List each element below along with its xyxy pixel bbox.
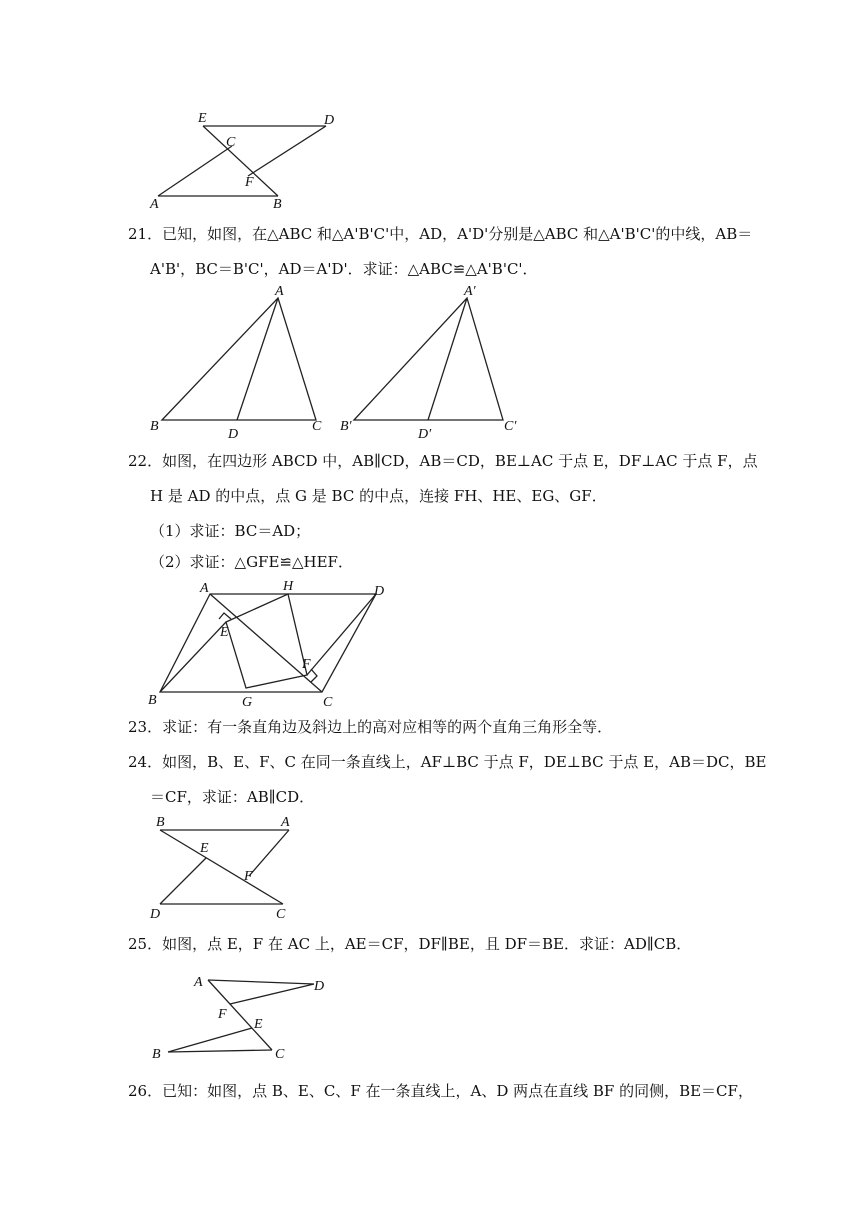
segment-be — [160, 622, 226, 692]
label-f: F — [302, 657, 311, 672]
label-e: E — [200, 841, 209, 856]
label-c: C — [323, 695, 333, 710]
q21-text-1: 已知，如图，在△ABC 和△A'B'C'中，AD，A'D'分别是△ABC 和△A'B'C'的中线，AB＝ — [162, 225, 753, 243]
right-angle-mark-e — [219, 613, 231, 619]
q24-text-1: 如图，B、E、F、C 在同一条直线上，AF⊥BC 于点 F，DE⊥BC 于点 E，AB＝DC，BE — [162, 753, 767, 771]
q22-sub1 — [150, 521, 310, 541]
segment-df — [230, 984, 314, 1004]
segment-df — [307, 594, 376, 675]
label-d: D — [228, 427, 239, 442]
q26-text-1: 已知：如图，点 B、E、C、F 在一条直线上，A、D 两点在直线 BF 的同侧，BE＝CF， — [162, 1082, 753, 1100]
triangle-a1b1c1 — [354, 298, 503, 420]
q22-sub2 — [150, 552, 353, 572]
figure-q20 — [148, 108, 338, 213]
figure-q21-right — [338, 282, 528, 442]
label-c: C — [276, 907, 286, 922]
segment-de — [160, 858, 206, 904]
figure-q22 — [146, 578, 396, 710]
label-b: B — [156, 815, 165, 830]
q21-text-2: A'B'，BC＝B'C'，AD＝A'D'．求证：△ABC≌△A'B'C'． — [150, 260, 538, 278]
label-a: A — [150, 197, 159, 212]
label-c-prime: C′ — [504, 419, 517, 434]
label-b: B — [150, 419, 159, 434]
q23-number: 23． — [128, 718, 163, 736]
label-d-prime: D′ — [418, 427, 432, 442]
figure-q25-svg — [146, 966, 338, 1066]
label-a: A — [275, 284, 284, 299]
figure-q21-right-svg — [338, 282, 528, 442]
median-ad — [237, 298, 278, 420]
label-e: E — [220, 625, 229, 640]
q22-sub2-text: （2）求证：△GFE≌△HEF． — [150, 553, 353, 571]
q24-line2 — [150, 787, 314, 807]
segment-bc — [160, 830, 283, 904]
figure-q24-svg — [146, 812, 302, 922]
label-c: C — [275, 1047, 285, 1062]
label-e: E — [254, 1017, 263, 1032]
q22-sub1-text: （1）求证：BC＝AD； — [150, 522, 311, 540]
label-d: D — [374, 584, 385, 599]
label-f: F — [218, 1007, 227, 1022]
label-a: A — [200, 581, 209, 596]
label-a: A — [194, 975, 203, 990]
q21-line2 — [150, 259, 538, 279]
figure-q25 — [146, 966, 338, 1066]
segment-be — [168, 1028, 252, 1052]
q22-number: 22． — [128, 452, 163, 470]
label-a: A — [281, 815, 290, 830]
right-angle-mark-f — [311, 669, 317, 682]
q22-text-2: H 是 AD 的中点，点 G 是 BC 的中点，连接 FH、HE、EG、GF． — [150, 487, 607, 505]
label-f: F — [245, 175, 254, 190]
label-c: C — [312, 419, 322, 434]
label-d: D — [324, 113, 335, 128]
q23-text-1: 求证：有一条直角边及斜边上的高对应相等的两个直角三角形全等． — [162, 718, 613, 736]
triangle-abc — [162, 298, 316, 420]
q23-line1 — [128, 717, 612, 737]
segment-ad — [208, 980, 314, 984]
q24-number: 24． — [128, 753, 163, 771]
label-f: F — [244, 869, 253, 884]
q21-number: 21． — [128, 225, 163, 243]
figure-q21-left-svg — [148, 282, 338, 442]
figure-q24 — [146, 812, 302, 922]
label-b: B — [273, 197, 282, 212]
diagonal-ac — [210, 594, 322, 692]
median-a1d1 — [428, 298, 467, 420]
q21-line1 — [128, 224, 752, 244]
figure-q20-svg — [148, 108, 338, 213]
q22-line1 — [128, 451, 758, 471]
segment-ac — [158, 146, 232, 196]
label-d: D — [314, 979, 325, 994]
label-d: D — [150, 907, 161, 922]
figure-q21-left — [148, 282, 338, 442]
q25-number: 25． — [128, 935, 163, 953]
label-h: H — [283, 579, 294, 594]
figure-q22-svg — [146, 578, 396, 710]
q22-text-1: 如图，在四边形 ABCD 中，AB∥CD，AB＝CD，BE⊥AC 于点 E，DF⊥AC 于点 F，点 — [162, 452, 758, 470]
label-b: B — [148, 693, 157, 708]
segment-ef — [203, 126, 278, 196]
quadrilateral-abcd — [160, 594, 376, 692]
segment-af — [249, 830, 289, 876]
q26-number: 26． — [128, 1082, 163, 1100]
q22-line2 — [150, 486, 607, 506]
quadrilateral-ehfg — [226, 594, 307, 688]
q24-line1 — [128, 752, 766, 772]
label-a-prime: A′ — [464, 284, 476, 299]
q25-text-1: 如图，点 E，F 在 AC 上，AE＝CF，DF∥BE，且 DF＝BE．求证：AD∥CB． — [162, 935, 692, 953]
q24-text-2: ＝CF，求证：AB∥CD． — [150, 788, 315, 806]
label-b: B — [152, 1047, 161, 1062]
label-b-prime: B′ — [340, 419, 352, 434]
label-g: G — [242, 695, 253, 710]
q25-line1 — [128, 934, 691, 954]
segment-bc — [168, 1050, 272, 1052]
label-c: C — [226, 135, 236, 150]
q26-line1 — [128, 1081, 753, 1101]
segment-dc — [248, 126, 326, 176]
label-e: E — [198, 111, 207, 126]
